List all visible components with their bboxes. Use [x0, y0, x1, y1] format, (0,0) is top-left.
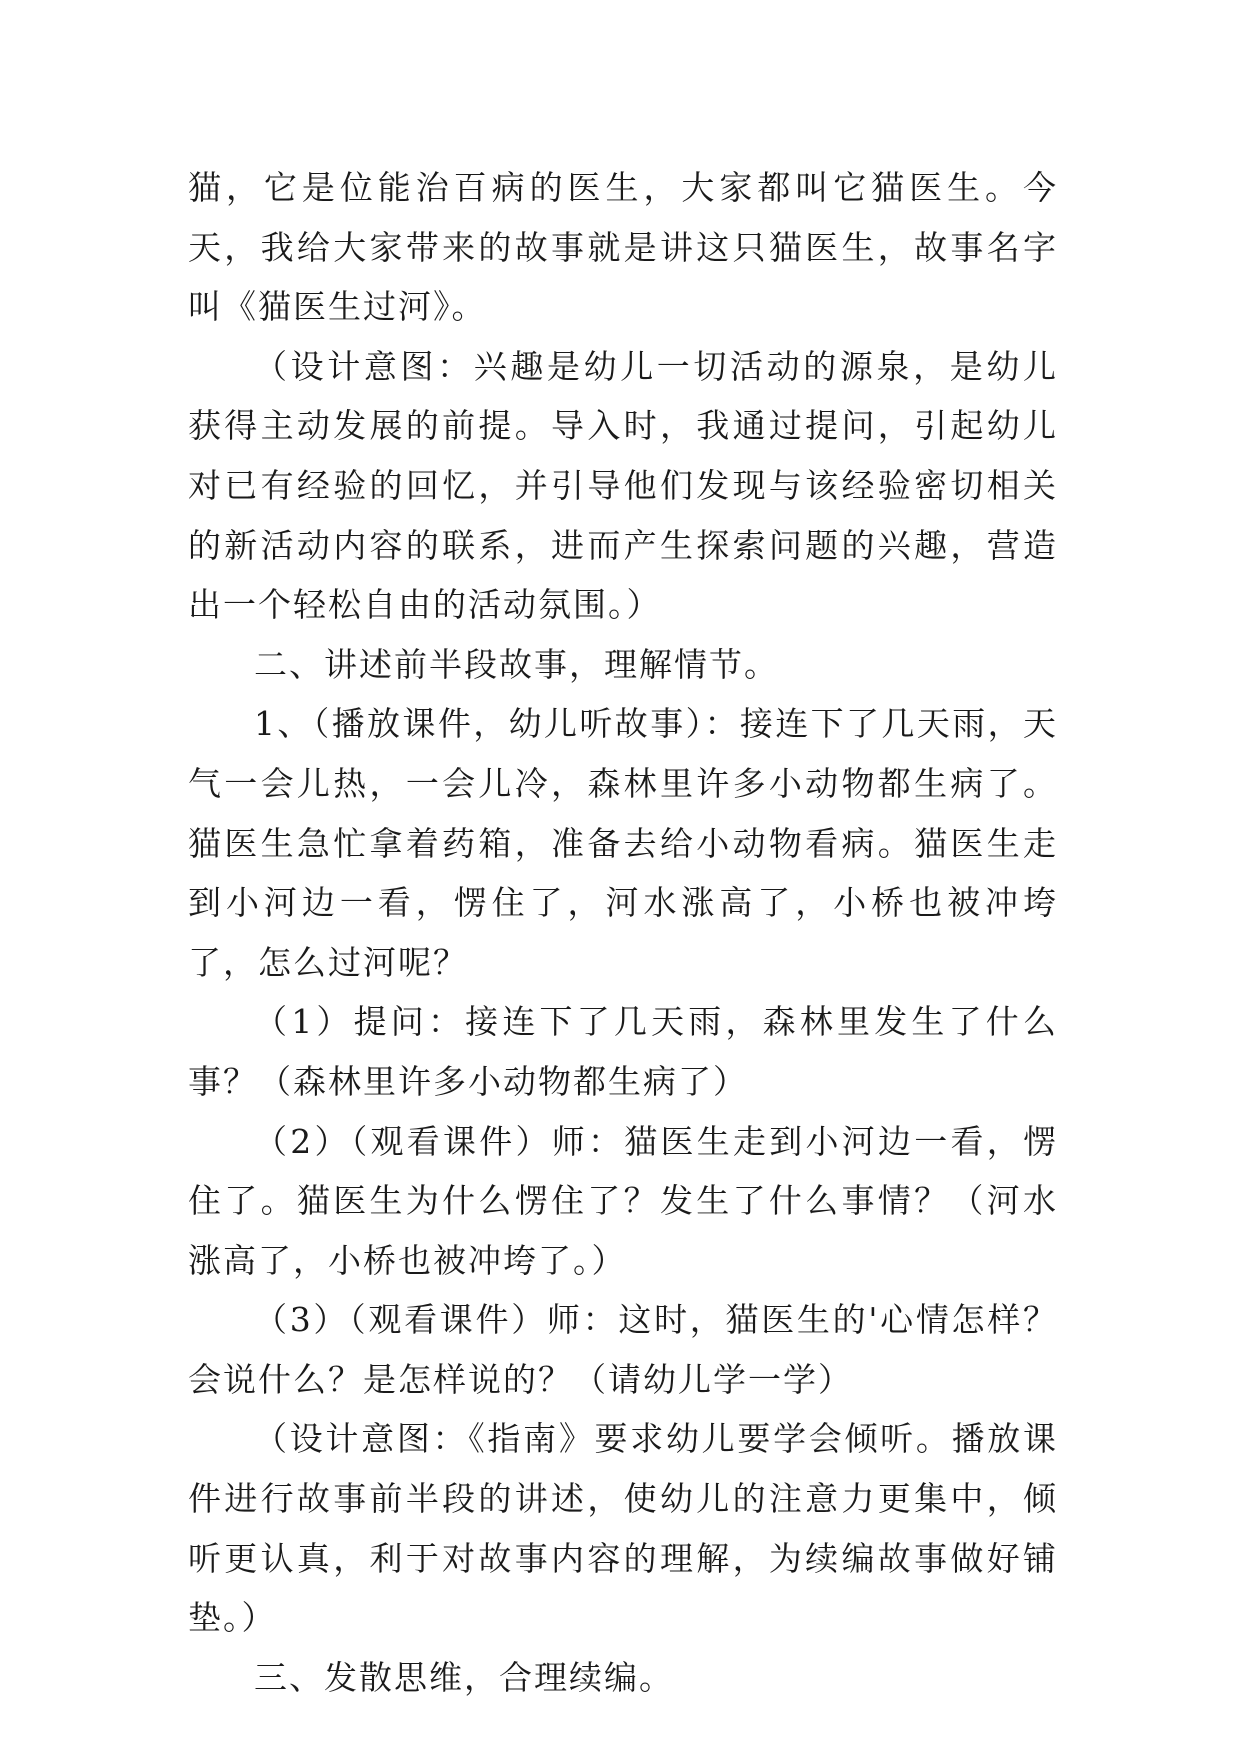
paragraph: （设计意图：兴趣是幼儿一切活动的源泉，是幼儿获得主动发展的前提。导入时，我通过提问，引起幼儿对已有经验的回忆，并引导他们发现与该经验密切相关的新活动内容的联系，进而产生探索问题的兴趣，营造出一个轻松自由的活动氛围。） — [188, 346, 1058, 625]
paragraph: （1）提问：接连下了几天雨，森林里发生了什么事？（森林里许多小动物都生病了） — [188, 1002, 1058, 1101]
paragraph: （2）（观看课件）师：猫医生走到小河边一看，愣住了。猫医生为什么愣住了？发生了什么事情？（河水涨高了，小桥也被冲垮了。） — [188, 1121, 1058, 1280]
paragraph: （3）（观看课件）师：这时，猫医生的'心情怎样？会说什么？是怎样说的？（请幼儿学一学） — [188, 1300, 1058, 1399]
paragraph: （设计意图：《指南》要求幼儿要学会倾听。播放课件进行故事前半段的讲述，使幼儿的注意力更集中，倾听更认真，利于对故事内容的理解，为续编故事做好铺垫。） — [188, 1419, 1058, 1638]
section-heading: 二、讲述前半段故事，理解情节。 — [254, 644, 779, 684]
section-heading: 三、发散思维，合理续编。 — [254, 1657, 674, 1697]
document-body — [188, 158, 1058, 1707]
paragraph: 猫，它是位能治百病的医生，大家都叫它猫医生。今天，我给大家带来的故事就是讲这只猫医生，故事名字叫《猫医生过河》。 — [188, 168, 1058, 327]
paragraph: 1、（播放课件，幼儿听故事）：接连下了几天雨，天气一会儿热，一会儿冷，森林里许多小动物都生病了。猫医生急忙拿着药箱，准备去给小动物看病。猫医生走到小河边一看，愣住了，河水涨高了，小桥也被冲垮了，怎么过河呢？ — [188, 704, 1058, 982]
